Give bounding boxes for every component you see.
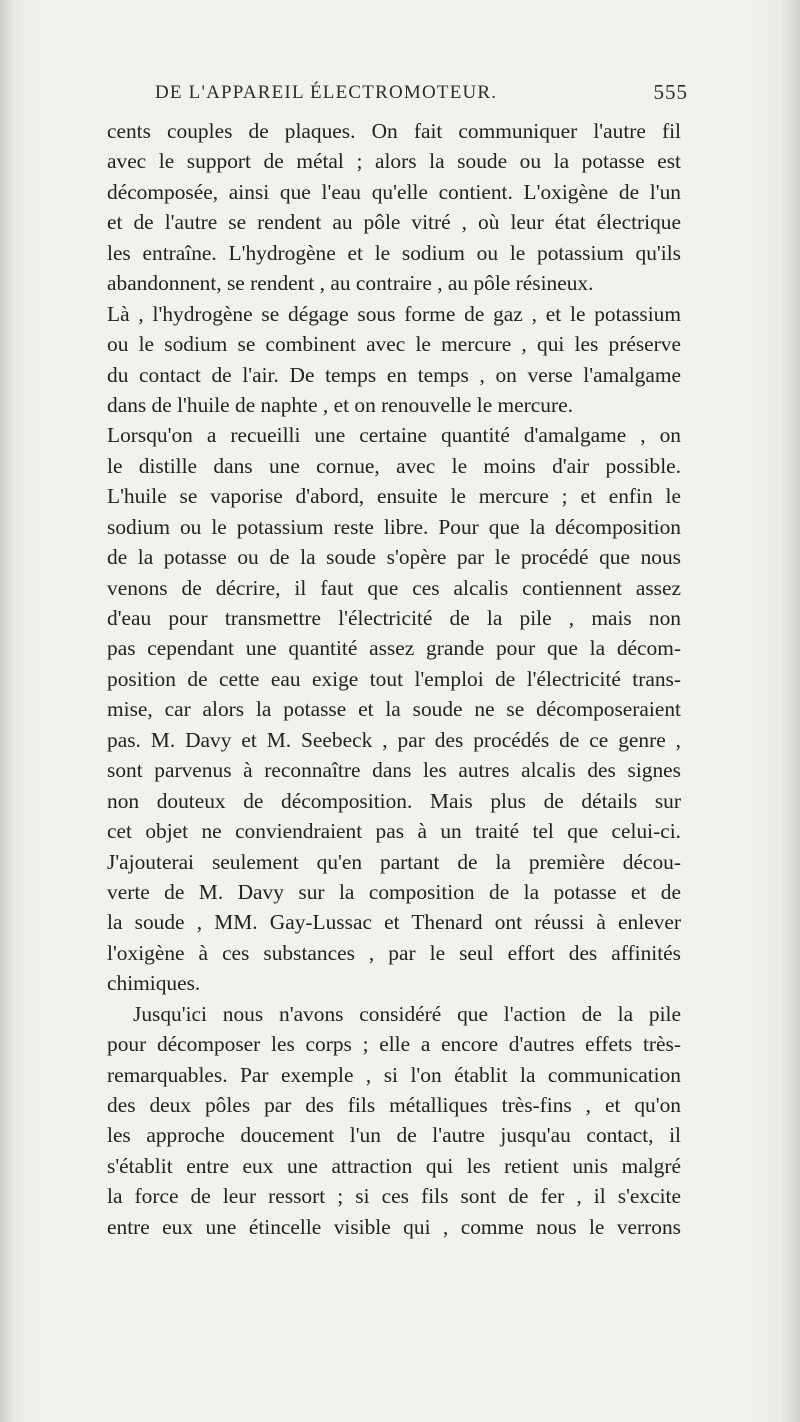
page-left-edge [0, 0, 14, 1422]
text-line: chimiques. [107, 971, 201, 996]
text-line: non douteux de décomposition. Mais plus de détails sur [107, 788, 681, 813]
text-line: L'huile se vaporise d'abord, ensuite le mercure ; et enfin le [107, 484, 681, 509]
text-line: position de cette eau exige tout l'emploi de l'électricité trans- [107, 666, 681, 691]
text-line: mise, car alors la potasse et la soude ne se décomposeraient [107, 697, 681, 722]
text-line: d'eau pour transmettre l'électricité de la pile , mais non [107, 606, 681, 630]
text-line: les approche doucement l'un de l'autre jusqu'au contact, il [107, 1123, 681, 1148]
text-line: et de l'autre se rendent au pôle vitré , où leur état électrique [107, 210, 681, 235]
text-line: la force de leur ressort ; si ces fils sont de fer , il s'excite [107, 1184, 681, 1209]
text-line: décomposée, ainsi que l'eau qu'elle contient. L'oxigène de l'un [107, 179, 681, 204]
text-line: ou le sodium se combinent avec le mercure , qui les préserve [107, 332, 681, 357]
text-line: Là , l'hydrogène se dégage sous forme de gaz , et le potassium [107, 301, 681, 326]
text-line: des deux pôles par des fils métalliques très-fins , et qu'on [107, 1093, 681, 1117]
text-line: les entraîne. L'hydrogène et le sodium ou le potassium qu'ils [107, 240, 681, 265]
text-line: J'ajouterai seulement qu'en partant de la première décou- [107, 849, 681, 874]
text-line: Jusqu'ici nous n'avons considéré que l'action de la pile [133, 1001, 681, 1026]
text-line: l'oxigène à ces substances , par le seul effort des affinités [107, 940, 681, 965]
text-line: de la potasse ou de la soude s'opère par le procédé que nous [107, 545, 681, 570]
text-line: dans de l'huile de naphte , et on renouvelle le mercure. [107, 392, 573, 417]
text-line: sodium ou le potassium reste libre. Pour que la décomposition [107, 514, 681, 539]
text-line: pas cependant une quantité assez grande pour que la décom- [107, 636, 681, 661]
page-right-edge [782, 0, 800, 1422]
text-line: venons de décrire, il faut que ces alcalis contiennent assez [107, 575, 681, 600]
text-line: la soude , MM. Gay-Lussac et Thenard ont réussi à enlever [107, 910, 681, 935]
page-number: 555 [653, 80, 688, 104]
text-line: cents couples de plaques. On fait communiquer l'autre fil [107, 119, 681, 143]
text-line: entre eux une étincelle visible qui , comme nous le verrons [107, 1214, 681, 1239]
text-line: pas. M. Davy et M. Seebeck , par des procédés de ce genre , [107, 727, 681, 752]
text-line: sont parvenus à reconnaître dans les autres alcalis des signes [107, 758, 681, 783]
text-line: Lorsqu'on a recueilli une certaine quantité d'amalgame , on [107, 423, 681, 448]
text-line: pour décomposer les corps ; elle a encore d'autres effets très- [107, 1032, 681, 1057]
text-line: s'établit entre eux une attraction qui les retient unis malgré [107, 1153, 681, 1178]
text-line: verte de M. Davy sur la composition de la potasse et de [107, 879, 681, 904]
text-line: cet objet ne conviendraient pas à un traité tel que celui-ci. [107, 819, 681, 844]
body-text [107, 116, 681, 1242]
text-line: du contact de l'air. De temps en temps , on verse l'amalgame [107, 362, 681, 387]
text-line: avec le support de métal ; alors la soude ou la potasse est [107, 149, 681, 174]
running-title: DE L'APPAREIL ÉLECTROMOTEUR. [155, 82, 498, 103]
text-line: remarquables. Par exemple , si l'on établit la communication [107, 1062, 681, 1087]
text-line: abandonnent, se rendent , au contraire , au pôle résineux. [107, 271, 594, 296]
text-line: le distille dans une cornue, avec le moins d'air possible. [107, 453, 681, 478]
